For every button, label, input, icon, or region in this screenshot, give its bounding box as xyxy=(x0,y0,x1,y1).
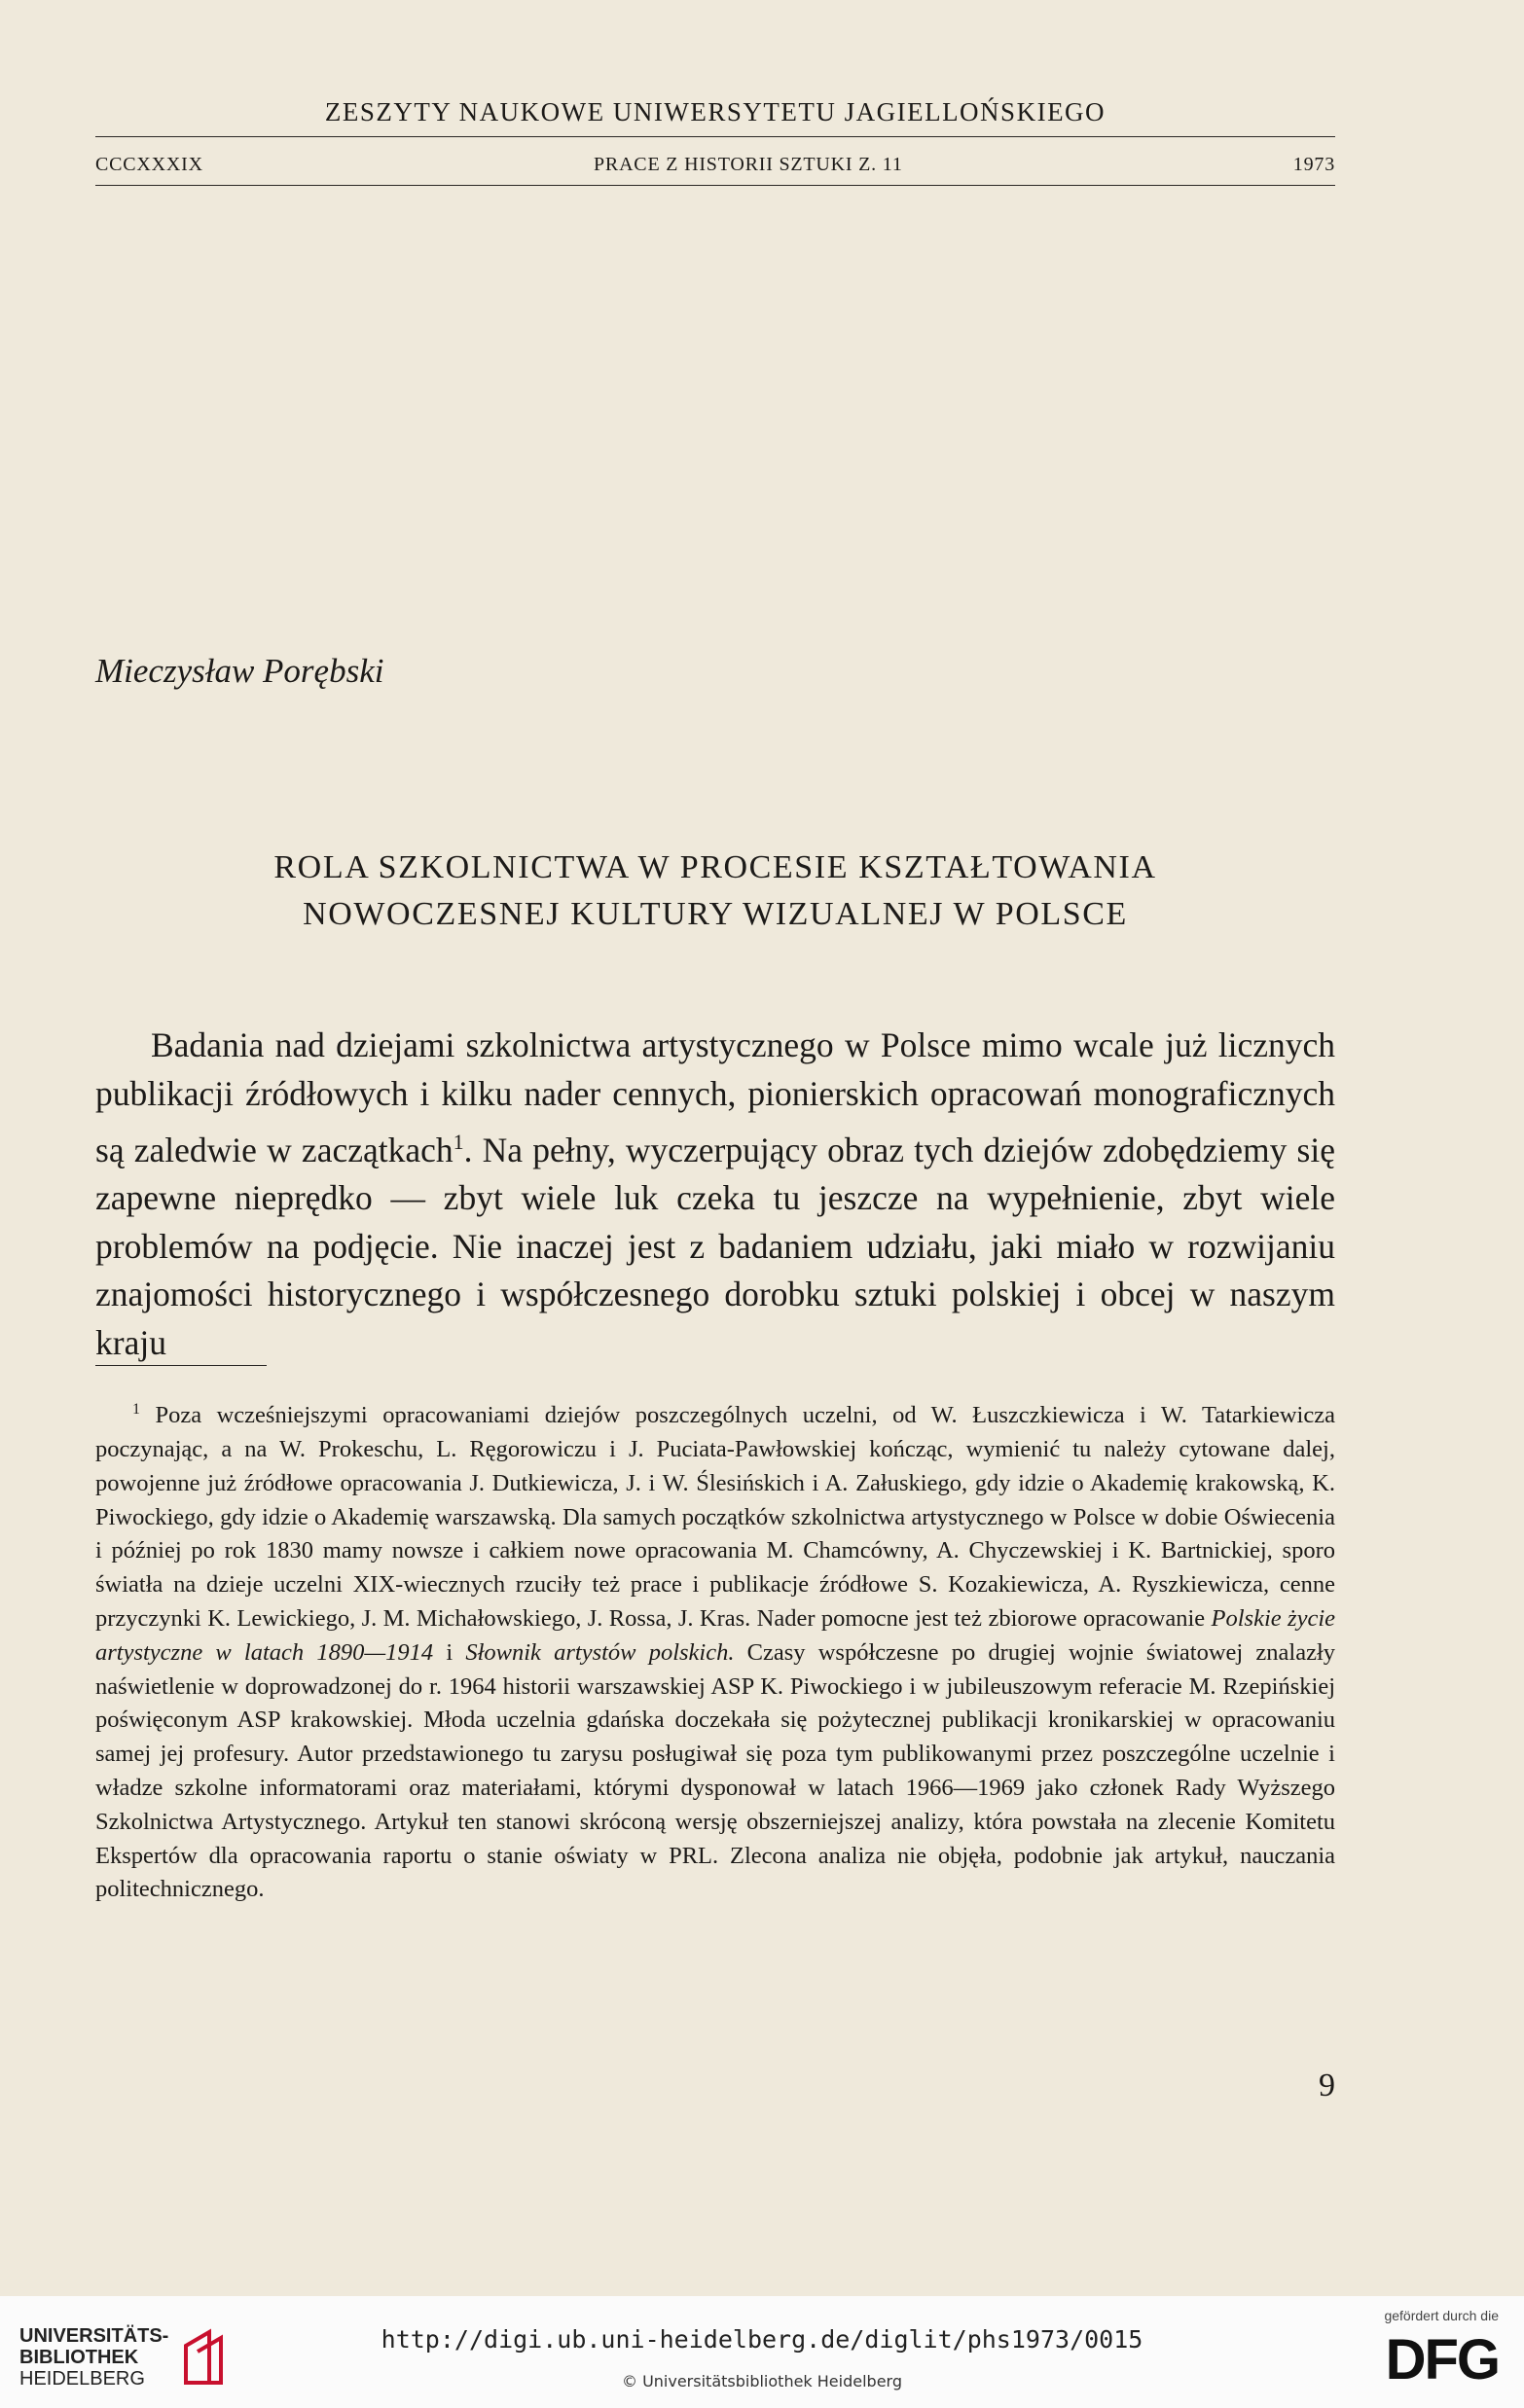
publication-year: 1973 xyxy=(1292,154,1335,175)
volume-number: CCCXXXIX xyxy=(95,154,203,175)
header-line xyxy=(95,154,1335,176)
title-line-2: NOWOCZESNEJ KULTURY WIZUALNEJ W POLSCE xyxy=(303,896,1128,932)
footnote-text-2: i xyxy=(433,1638,466,1666)
footnote-text-1: Poza wcześniejszymi opracowaniami dziejów poszczególnych uczelni, od W. Łuszczkiewicza i W. Tatarkiewicza poczynając, a na W. Prokeschu, L. Ręgorowiczu i J. Puciata-Pawłowskiej kończąc, wymienić tu należy cytowane dalej, powojenne już źródłowe opracowania J. Dutkiewicza, J. i W. Ślesińskich i A. Załuskiego, gdy idzie o Akademię krakowską, K. Piwockiego, gdy idzie o Akademię warszawską. Dla samych początków szkolnictwa artystycznego w Polsce w dobie Oświecenia i później po rok 1830 mamy nowsze i całkiem nowe opracowania M. Chamcówny, A. Chyczewskiej i K. Bartnickiej, sporo światła na dzieje uczelni XIX-wiecznych rzuciły też prace i publikacje źródłowe S. Kozakiewicza, A. Ryszkiewicza, cenne przyczynki K. Lewickiego, J. M. Michałowskiego, J. Rossa, J. Kras. Nader pomocne jest też zbiorowe opracowanie xyxy=(95,1402,1335,1632)
footnote-text-3: Czasy współczesne po drugiej wojnie światowej znalazły naświetlenie w doprowadzonej do r. 1964 historii warszawskiej ASP K. Piwockiego i w jubileuszowym referacie M. Rzepińskiej poświęconym ASP krakowskiej. Młoda uczelnia gdańska doczekała się pożytecznej publikacji kronikarskiej w opracowaniu samej jej profesury. Autor przedstawionego tu zarysu posługiwał się poza tym publikowanymi przez poszczególne uczelnie i władze szkolne informatorami oraz materiałami, którymi dysponował w latach 1966—1969 jako członek Rady Wyższego Szkolnictwa Artystycznego. Artykuł ten stanowi skróconą wersję obszerniejszej analizy, która powstała na zlecenie Komitetu Ekspertów dla opracowania raportu o stanie oświaty w PRL. Zlecona analiza nie objęła, podobnie jak artykuł, nauczania politechnicznego. xyxy=(95,1638,1336,1903)
body-paragraph xyxy=(95,1022,1335,1367)
footnote-reference[interactable]: 1 xyxy=(453,1130,464,1154)
dfg-logo[interactable]: DFG xyxy=(1385,2328,1499,2391)
viewer-footer xyxy=(0,2296,1524,2408)
footnote-number: 1 xyxy=(132,1401,140,1418)
series-title: PRACE Z HISTORII SZTUKI Z. 11 xyxy=(594,154,903,175)
title-line-1: ROLA SZKOLNICTWA W PROCESIE KSZTAŁTOWANIA xyxy=(273,849,1157,885)
footnote-separator xyxy=(95,1365,267,1366)
library-line-3: HEIDELBERG xyxy=(19,2368,145,2390)
footnote-italic-title-2: Słownik artystów polskich. xyxy=(465,1638,735,1666)
page-number: 9 xyxy=(1319,2067,1335,2103)
header-rule-bottom xyxy=(95,185,1335,186)
library-line-2: BIBLIOTHEK xyxy=(19,2347,139,2368)
footnote-italic-title-1: Polskie życie artystyczne w latach 1890—1914 xyxy=(95,1604,1335,1666)
permalink-url[interactable]: http://digi.ub.uni-heidelberg.de/diglit/phs1973/0015 xyxy=(381,2325,1143,2354)
header-rule xyxy=(95,136,1335,137)
library-line-1: UNIVERSITÄTS- xyxy=(19,2325,169,2347)
article-author: Mieczysław Porębski xyxy=(95,652,384,690)
funding-caption: gefördert durch die xyxy=(1384,2308,1499,2323)
copyright-notice: © Universitätsbibliothek Heidelberg xyxy=(621,2372,902,2390)
body-text-part1: Badania nad dziejami szkolnictwa artystycznego w Polsce mimo wcale już licznych publikacji źródłowych i kilku nader cennych, pionierskich opracowań monograficznych są zaledwie w zaczątkach xyxy=(95,1025,1335,1169)
journal-title: ZESZYTY NAUKOWE UNIWERSYTETU JAGIELLOŃSKIEGO xyxy=(324,97,1107,126)
article-title xyxy=(95,845,1335,938)
body-text-part2: . Na pełny, wyczerpujący obraz tych dziejów zdobędziemy się zapewne nieprędko — zbyt wiele luk czeka tu jeszcze na wypełnienie, zbyt wiele problemów na podjęcie. Nie inaczej jest z badaniem udziału, jaki miało w rozwijaniu znajomości historycznego i współczesnego dorobku sztuki polskiej i obcej w naszym kraju xyxy=(95,1130,1335,1362)
footnote xyxy=(95,1393,1335,1907)
